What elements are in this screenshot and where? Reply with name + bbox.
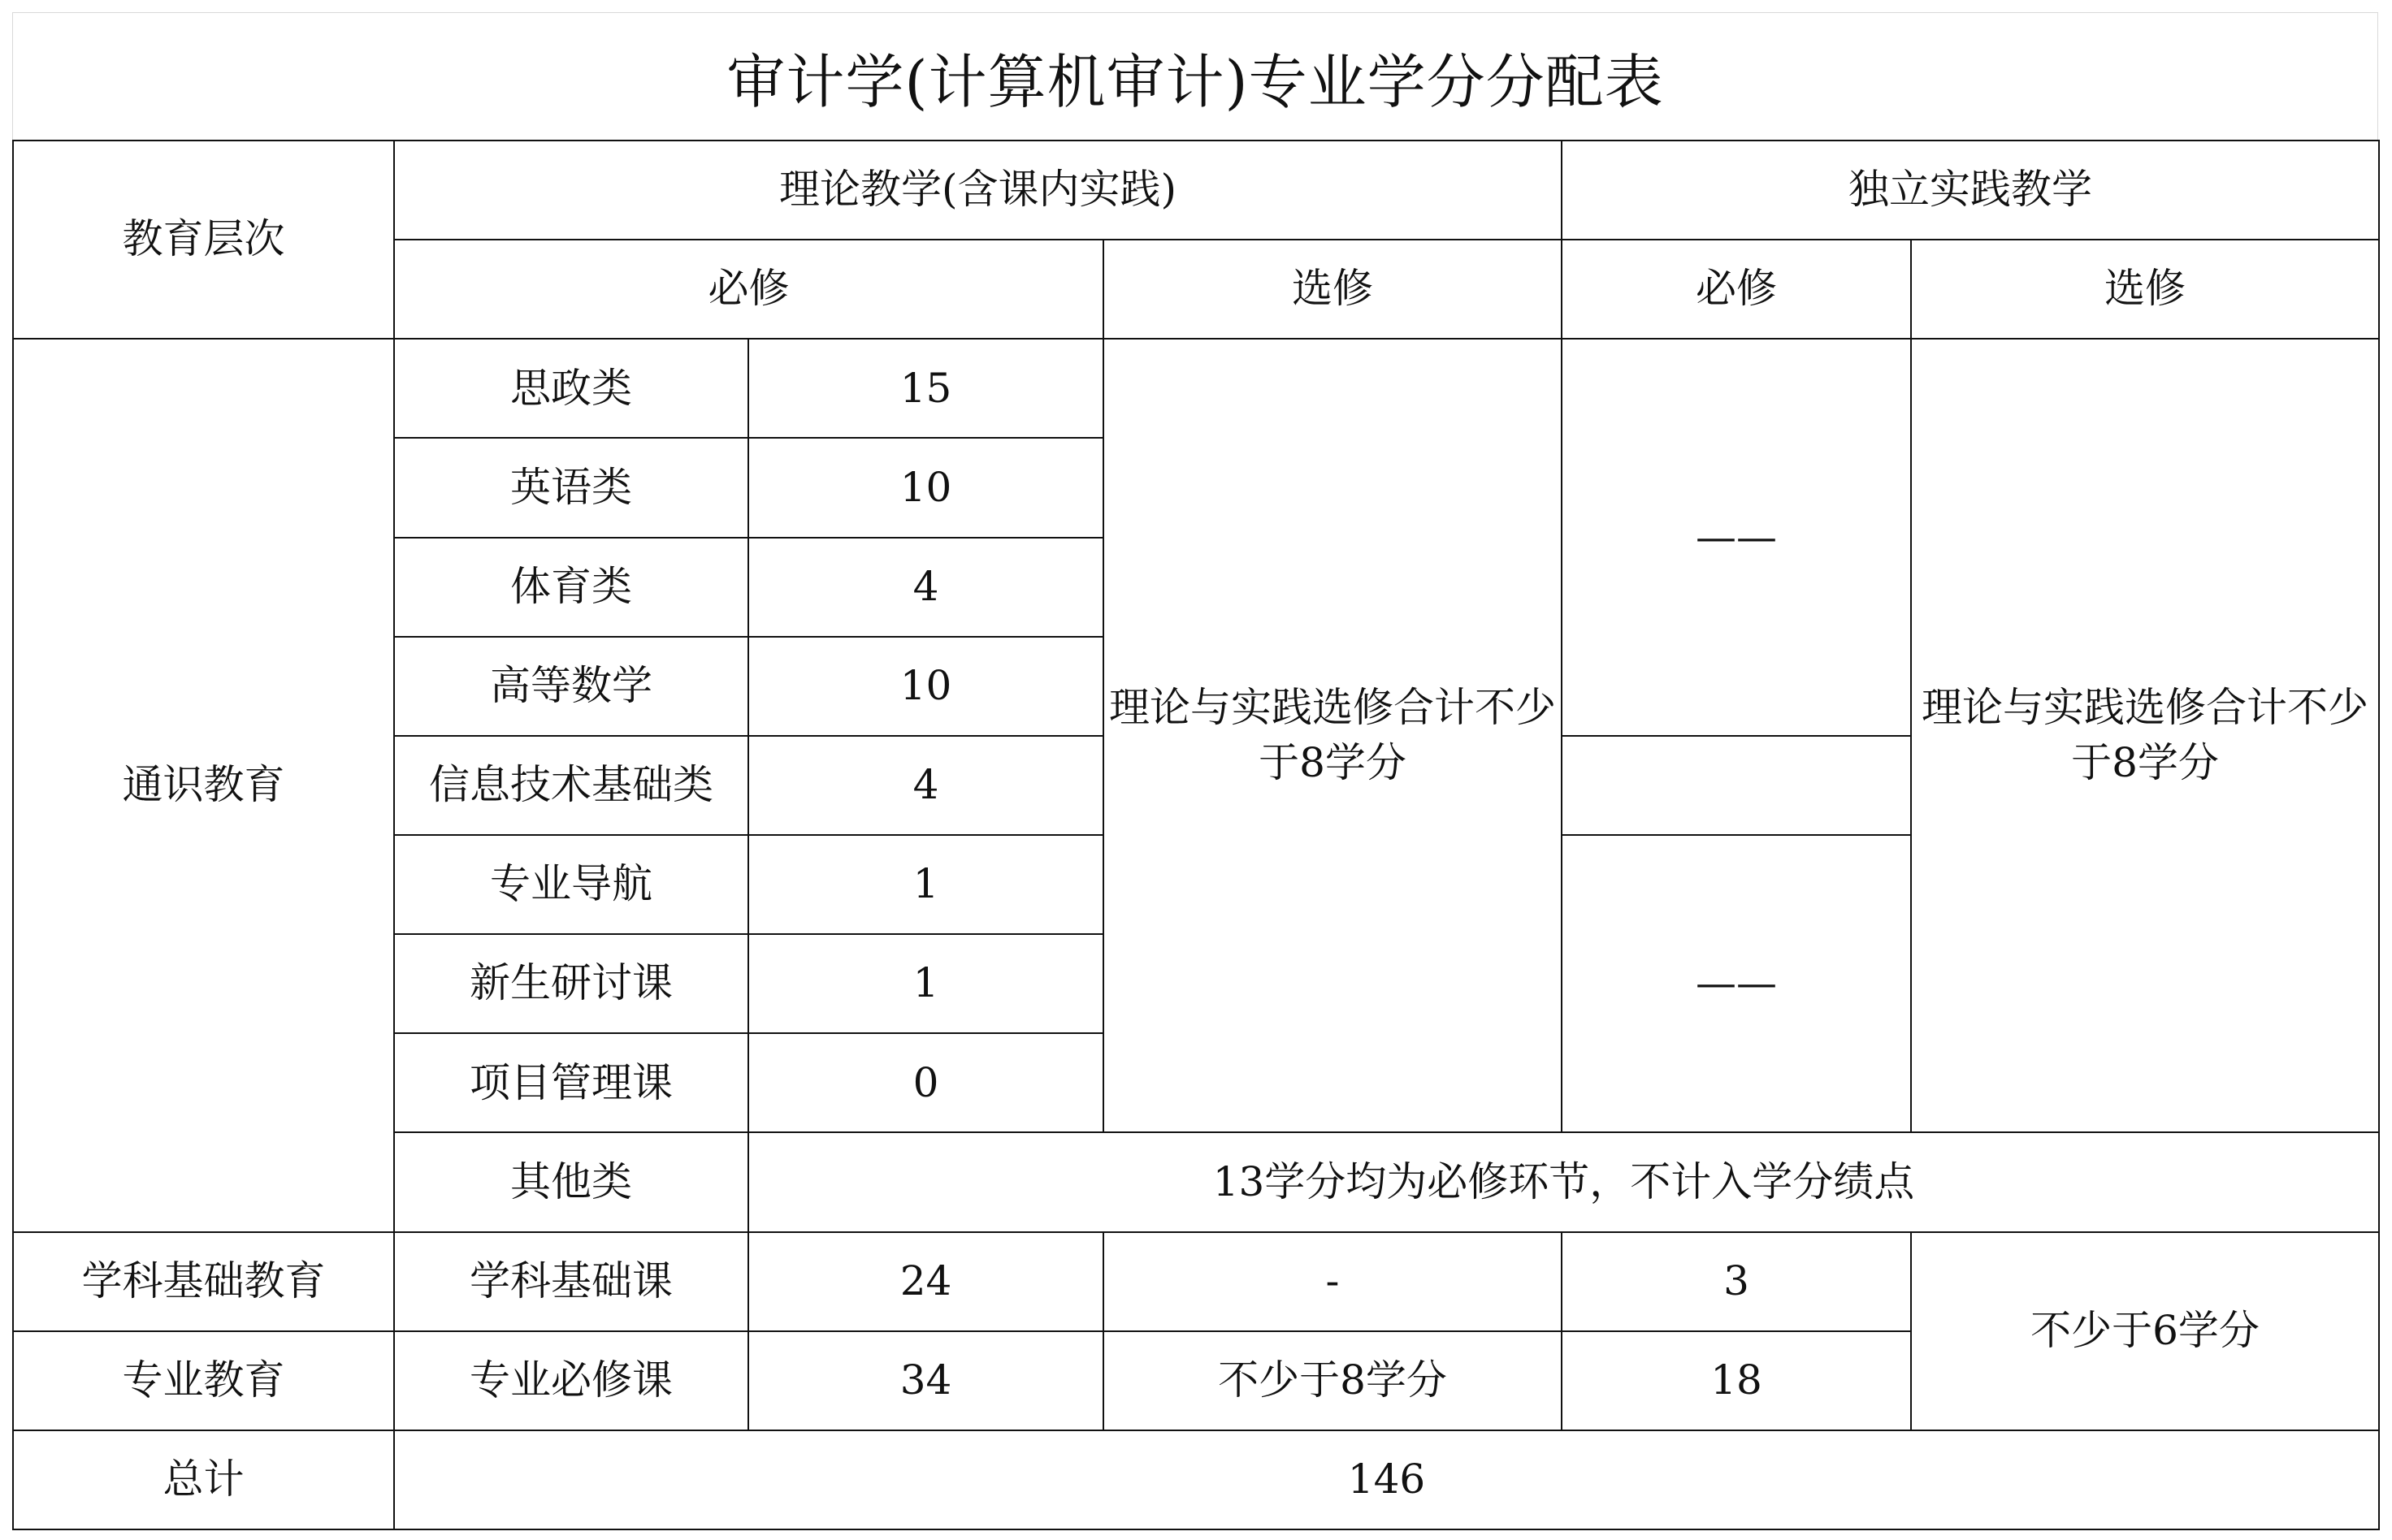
course-name: 专业导航 (394, 835, 748, 934)
discipline-foundation-label: 学科基础教育 (13, 1232, 394, 1331)
practice-required-middle (1562, 736, 1911, 835)
course-name: 思政类 (394, 339, 748, 438)
professional-theory-elective: 不少于8学分 (1103, 1331, 1562, 1430)
header-row-1 (13, 141, 2379, 240)
practice-required-upper: —— (1562, 339, 1911, 736)
other-category-note: 13学分均为必修环节，不计入学分绩点 (748, 1132, 2379, 1231)
theory-teaching-header: 理论教学(含课内实践) (394, 141, 1562, 240)
table-row (13, 339, 2379, 438)
discipline-foundation-theory-elective: - (1103, 1232, 1562, 1331)
practice-required-lower: —— (1562, 835, 1911, 1132)
course-name: 体育类 (394, 538, 748, 637)
professional-course: 专业必修课 (394, 1331, 748, 1430)
discipline-foundation-theory-required: 24 (748, 1232, 1103, 1331)
table-row (13, 1430, 2379, 1529)
practice-teaching-header: 独立实践教学 (1562, 141, 2379, 240)
course-credits: 1 (748, 934, 1103, 1033)
course-name: 信息技术基础类 (394, 736, 748, 835)
course-name: 英语类 (394, 438, 748, 537)
professional-label: 专业教育 (13, 1331, 394, 1430)
theory-required-header: 必修 (394, 240, 1103, 339)
course-credits: 1 (748, 835, 1103, 934)
professional-theory-required: 34 (748, 1331, 1103, 1430)
course-credits: 15 (748, 339, 1103, 438)
credit-allocation-table (12, 140, 2380, 1530)
total-label: 总计 (13, 1430, 394, 1529)
course-credits: 10 (748, 438, 1103, 537)
course-name: 高等数学 (394, 637, 748, 736)
education-level-header: 教育层次 (13, 141, 394, 339)
discipline-foundation-course: 学科基础课 (394, 1232, 748, 1331)
course-name: 新生研讨课 (394, 934, 748, 1033)
course-credits: 4 (748, 538, 1103, 637)
general-education-label: 通识教育 (13, 339, 394, 1231)
table-row (13, 1232, 2379, 1331)
practice-elective-note: 理论与实践选修合计不少于8学分 (1911, 339, 2379, 1132)
theory-elective-header: 选修 (1103, 240, 1562, 339)
professional-practice-required: 18 (1562, 1331, 1911, 1430)
other-category-name: 其他类 (394, 1132, 748, 1231)
course-name: 项目管理课 (394, 1033, 748, 1132)
total-value: 146 (394, 1430, 2379, 1529)
practice-elective-shared: 不少于6学分 (1911, 1232, 2379, 1430)
course-credits: 10 (748, 637, 1103, 736)
table-title: 审计学(计算机审计)专业学分分配表 (12, 12, 2378, 141)
course-credits: 0 (748, 1033, 1103, 1132)
practice-required-header: 必修 (1562, 240, 1911, 339)
course-credits: 4 (748, 736, 1103, 835)
practice-elective-header: 选修 (1911, 240, 2379, 339)
theory-elective-note: 理论与实践选修合计不少于8学分 (1103, 339, 1562, 1132)
discipline-foundation-practice-required: 3 (1562, 1232, 1911, 1331)
